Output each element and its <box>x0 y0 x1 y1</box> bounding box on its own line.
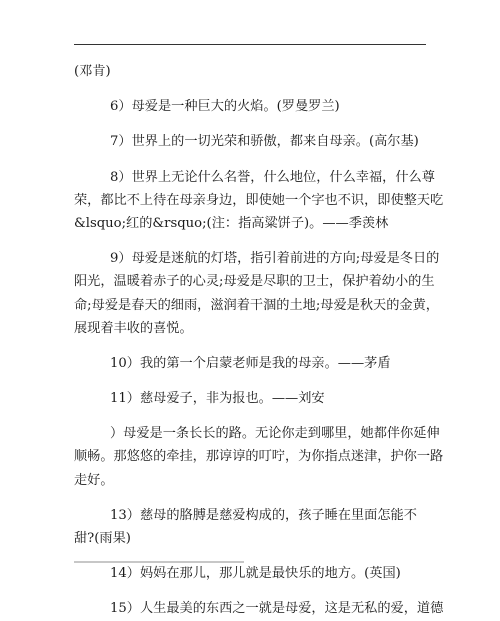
quote-15: 15）人生最美的东西之一就是母爱，这是无私的爱，道德 <box>110 601 444 617</box>
quote-14: 14）妈妈在那儿，那儿就是最快乐的地方。(英国) <box>110 566 401 582</box>
text-line: 顺畅。那悠悠的牵挂，那谆谆的叮咛，为你指点迷津，护你一路 <box>74 449 444 465</box>
text-line: 走好。 <box>74 472 114 488</box>
quote-6: 6）母爱是一种巨大的火焰。(罗曼罗兰) <box>110 99 340 115</box>
text-line: 阳光，温暖着赤子的心灵;母爱是尽职的卫士，保护着幼小的生 <box>74 274 435 290</box>
quote-9: 9）母爱是迷航的灯塔，指引着前进的方向;母爱是冬日的 <box>110 251 440 267</box>
cut-off-text-line <box>74 558 244 566</box>
text-line: 甜?(雨果) <box>74 531 131 546</box>
text-line: 展现着丰收的喜悦。 <box>74 320 193 336</box>
quote-11: 11）慈母爱子，非为报也。——刘安 <box>110 391 325 407</box>
text-line: 荣，都比不上待在母亲身边，即使她一个字也不识，即使整天吃 <box>74 192 444 208</box>
quote-8: 8）世界上无论什么名誉，什么地位，什么幸福，什么尊 <box>110 169 435 185</box>
text-line: &lsquo;红的&rsquo;(注：指高粱饼子)。——季羡林 <box>74 215 389 231</box>
document-body <box>74 60 444 621</box>
quote-10: 10）我的第一个启蒙老师是我的母亲。——茅盾 <box>110 355 391 371</box>
header-rule <box>74 44 426 45</box>
text-line: (邓肯) <box>74 64 111 79</box>
quote-12: ）母爱是一条长长的路。无论你走到哪里，她都伴你延伸 <box>110 426 440 442</box>
text-line: 命;母爱是春天的细雨，滋润着干涸的土地;母爱是秋天的金黄， <box>74 297 439 313</box>
quote-13: 13）慈母的胳膊是慈爱构成的，孩子睡在里面怎能不 <box>110 507 417 523</box>
quote-7: 7）世界上的一切光荣和骄傲，都来自母亲。(高尔基) <box>110 134 419 150</box>
